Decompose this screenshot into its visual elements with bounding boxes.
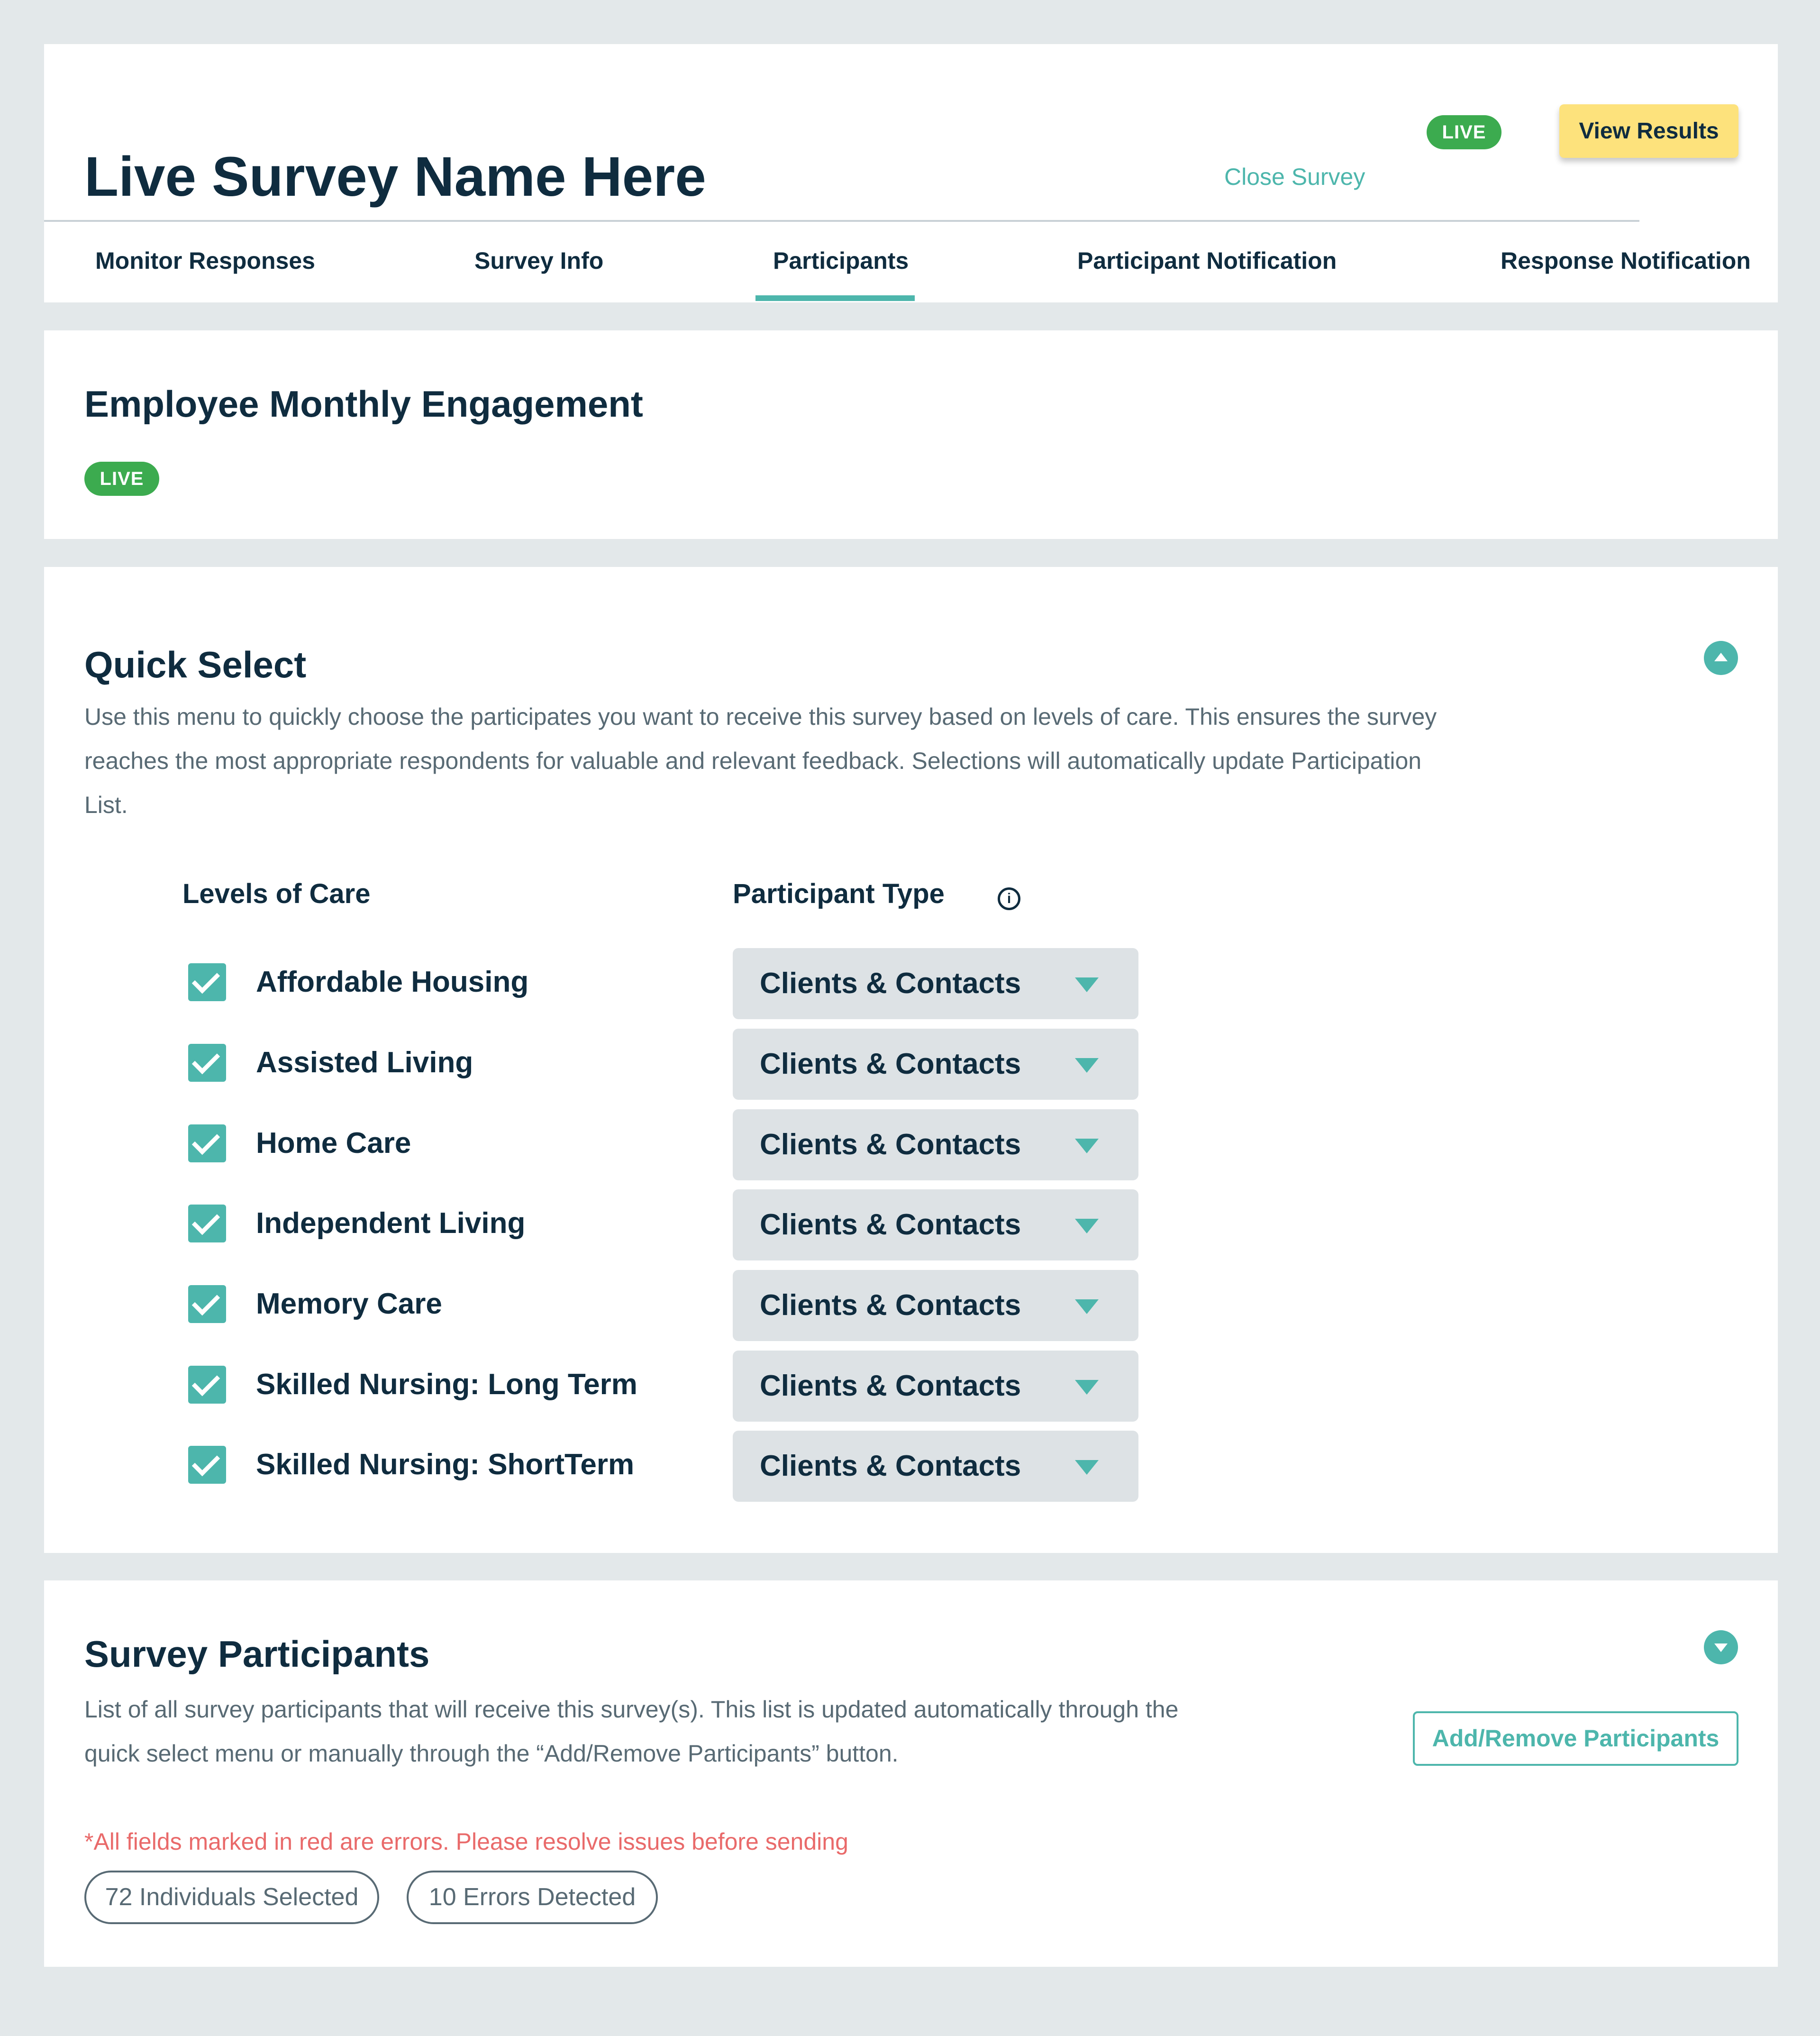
caret-down-icon [1075, 1299, 1099, 1314]
care-row-memory-care [44, 1270, 1778, 1341]
participant-type-select[interactable] [733, 1270, 1138, 1341]
care-row-skilled-nursing-short-term [44, 1431, 1778, 1502]
care-label: Assisted Living [256, 1046, 473, 1079]
checkbox-memory-care[interactable] [188, 1285, 226, 1323]
care-row-affordable-housing [44, 948, 1778, 1019]
tabs-divider [44, 220, 1639, 222]
care-label: Home Care [256, 1127, 411, 1160]
survey-name: Employee Monthly Engagement [84, 383, 643, 425]
errors-count-badge: 10 Errors Detected [407, 1871, 658, 1924]
survey-participants-title: Survey Participants [84, 1633, 430, 1675]
checkbox-independent-living[interactable] [188, 1205, 226, 1242]
care-row-assisted-living [44, 1029, 1778, 1100]
tab-survey-info[interactable]: Survey Info [474, 247, 604, 274]
survey-summary-card [44, 330, 1778, 539]
tab-response-notification[interactable]: Response Notification [1501, 247, 1751, 274]
checkbox-assisted-living[interactable] [188, 1044, 226, 1082]
caret-down-icon [1075, 1380, 1099, 1395]
care-row-home-care [44, 1109, 1778, 1180]
survey-participants-section [44, 1580, 1778, 1967]
error-note: *All fields marked in red are errors. Please resolve issues before sending [84, 1828, 848, 1855]
tab-participants[interactable]: Participants [773, 247, 909, 274]
checkbox-affordable-housing[interactable] [188, 963, 226, 1001]
survey-header [44, 44, 1778, 302]
close-survey-link[interactable]: Close Survey [1224, 164, 1365, 190]
select-value: Clients & Contacts [760, 967, 1021, 1000]
active-tab-indicator [755, 295, 915, 301]
page-title: Live Survey Name Here [84, 146, 706, 208]
caret-down-icon [1075, 1139, 1099, 1153]
care-label: Skilled Nursing: Long Term [256, 1368, 637, 1401]
care-label: Skilled Nursing: ShortTerm [256, 1448, 635, 1481]
caret-down-icon [1075, 1058, 1099, 1073]
chevron-up-icon[interactable] [1704, 641, 1738, 675]
tab-participant-notification[interactable]: Participant Notification [1077, 247, 1337, 274]
quick-select-title: Quick Select [84, 644, 307, 685]
checkbox-skilled-nursing-long-term[interactable] [188, 1366, 226, 1404]
tab-monitor-responses[interactable]: Monitor Responses [95, 247, 315, 274]
quick-select-section [44, 567, 1778, 1553]
care-row-independent-living [44, 1189, 1778, 1260]
select-value: Clients & Contacts [760, 1208, 1021, 1241]
select-value: Clients & Contacts [760, 1370, 1021, 1402]
participant-type-heading: Participant Type [733, 878, 945, 909]
participant-type-select[interactable] [733, 1109, 1138, 1180]
add-remove-participants-button[interactable]: Add/Remove Participants [1413, 1711, 1738, 1766]
participant-type-select[interactable] [733, 1351, 1138, 1422]
select-value: Clients & Contacts [760, 1128, 1021, 1161]
care-label: Memory Care [256, 1287, 442, 1320]
checkbox-skilled-nursing-short-term[interactable] [188, 1446, 226, 1484]
care-row-skilled-nursing-long-term [44, 1351, 1778, 1422]
care-label: Independent Living [256, 1207, 526, 1240]
participants-description: List of all survey participants that will receive this survey(s). This list is updated automatically through the quick select menu or manually through the “Add/Remove Participants” button. [84, 1696, 1179, 1767]
levels-of-care-heading: Levels of Care [182, 878, 371, 909]
status-badge: LIVE [1427, 115, 1502, 149]
care-label: Affordable Housing [256, 966, 529, 998]
survey-status-badge: LIVE [84, 462, 159, 496]
caret-down-icon [1075, 1219, 1099, 1233]
selected-count-badge: 72 Individuals Selected [84, 1871, 379, 1924]
chevron-down-icon[interactable] [1704, 1630, 1738, 1664]
participant-type-select[interactable] [733, 1189, 1138, 1260]
caret-down-icon [1075, 977, 1099, 992]
participant-type-select[interactable] [733, 948, 1138, 1019]
participant-type-select[interactable] [733, 1029, 1138, 1100]
view-results-button[interactable]: View Results [1559, 104, 1738, 158]
select-value: Clients & Contacts [760, 1048, 1021, 1080]
select-value: Clients & Contacts [760, 1289, 1021, 1322]
checkbox-home-care[interactable] [188, 1124, 226, 1162]
caret-down-icon [1075, 1460, 1099, 1475]
quick-select-description: Use this menu to quickly choose the participates you want to receive this survey based on levels of care. This ensures the survey reaches the most appropriate respondents for valuable and relevant feedback. Selections will automatically update Participation List. [84, 703, 1437, 818]
participant-type-select[interactable] [733, 1431, 1138, 1502]
info-icon[interactable]: i [998, 887, 1020, 910]
select-value: Clients & Contacts [760, 1450, 1021, 1482]
